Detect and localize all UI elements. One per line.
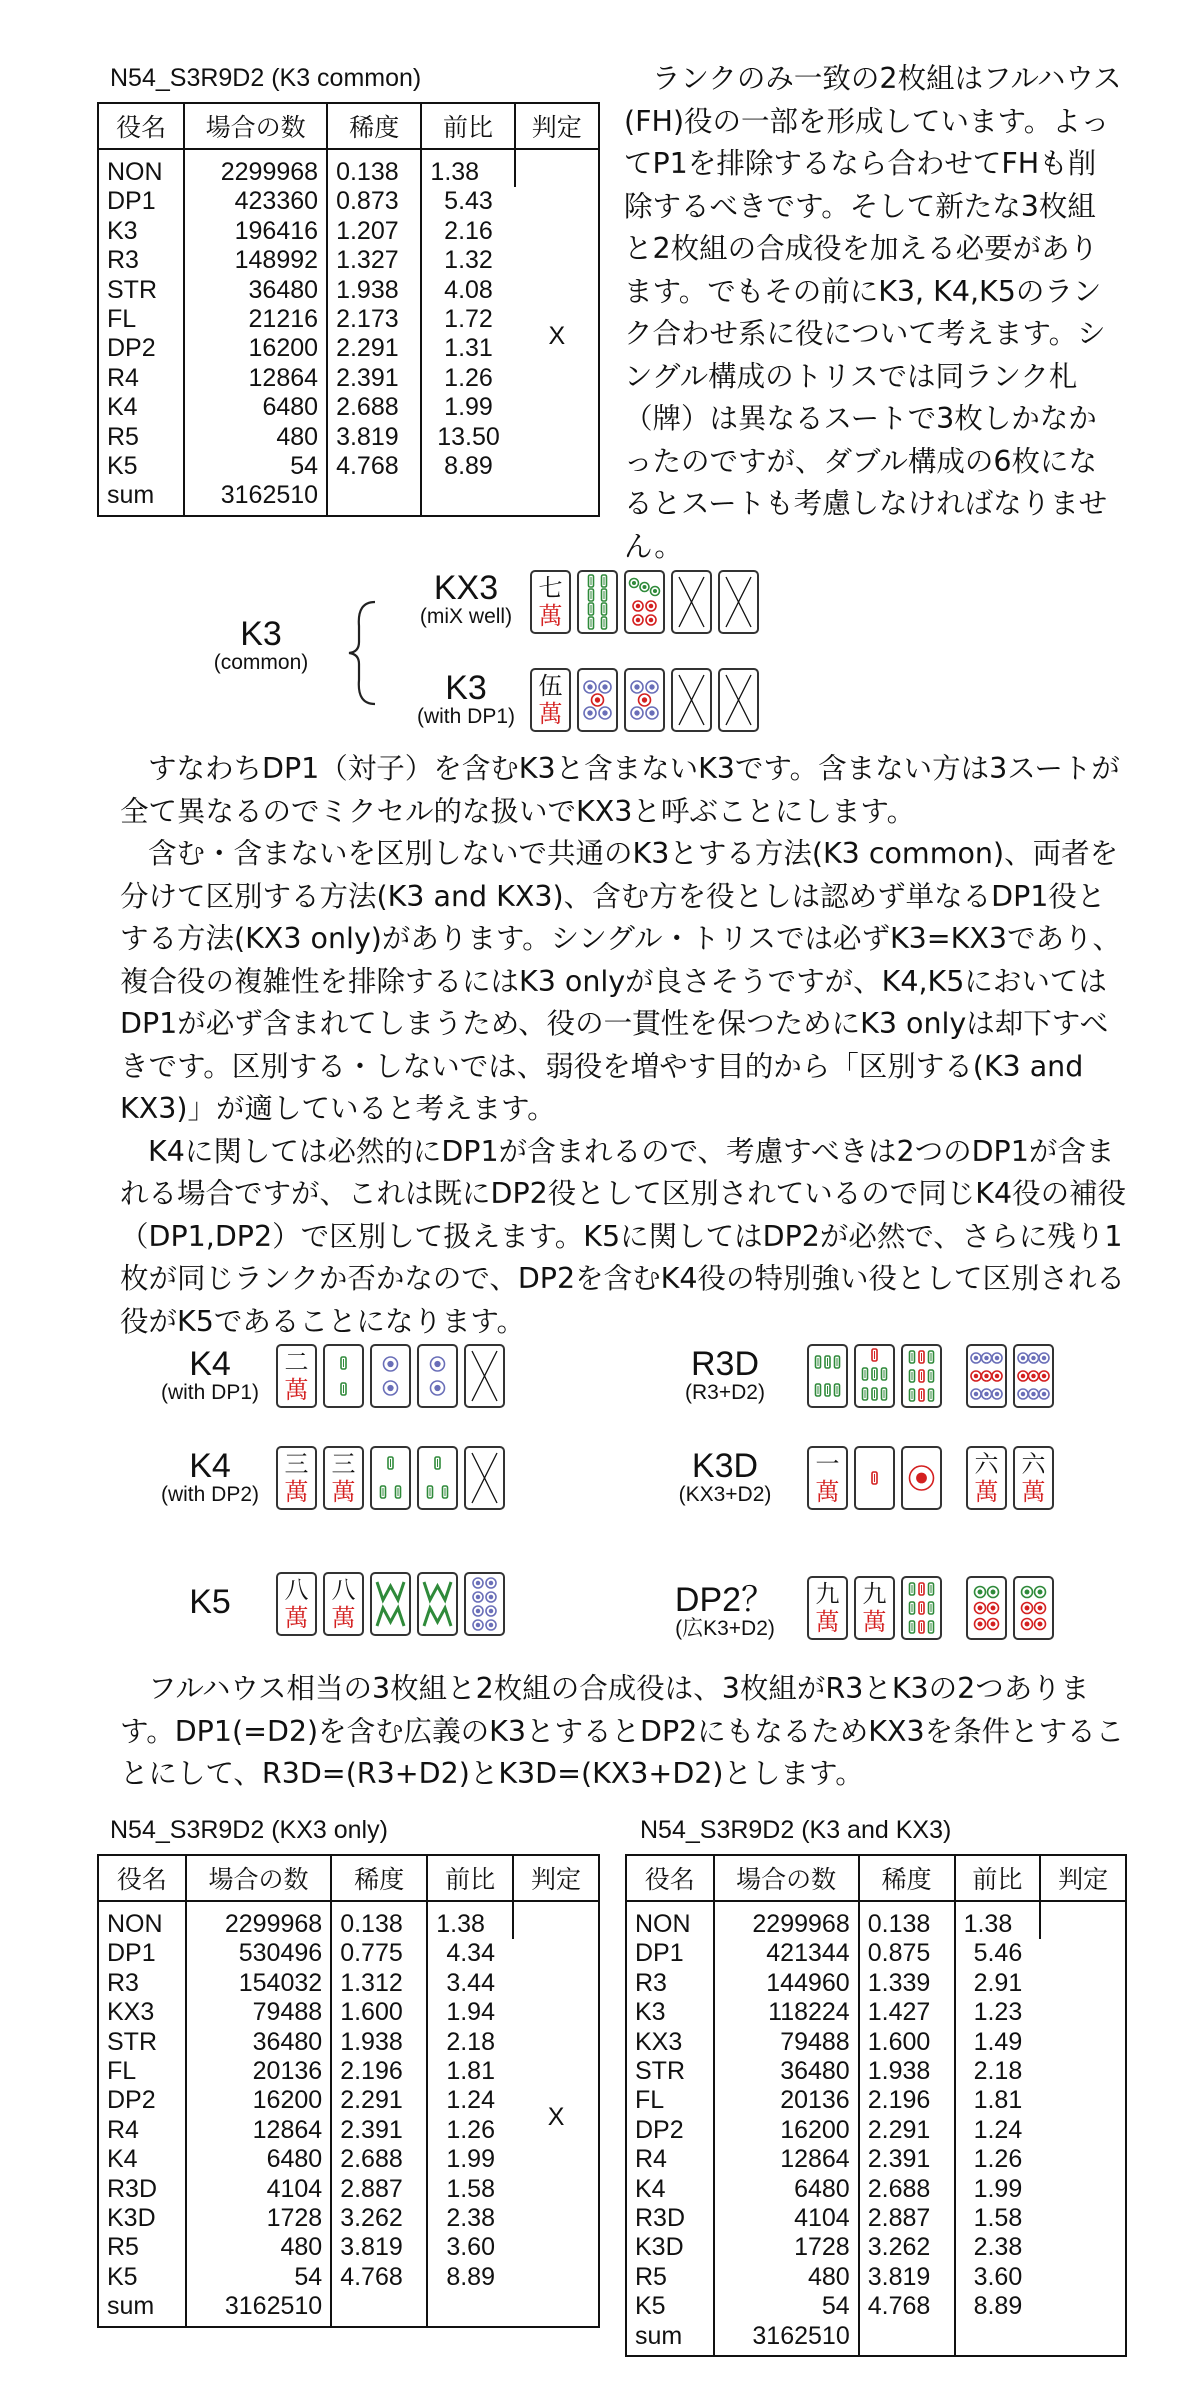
table-k3-common	[97, 102, 600, 517]
table-cell: K4	[626, 2175, 714, 2204]
column-header: 役名	[98, 103, 184, 149]
final-paragraph	[120, 1668, 1130, 1796]
table-k3-and-kx3	[625, 1854, 1127, 2357]
body-paragraphs	[120, 748, 1130, 1343]
tiles-k3-dp1	[530, 668, 765, 732]
table-cell: 2.391	[327, 364, 421, 393]
table-cell: 1.600	[859, 2028, 955, 2057]
table-cell: STR	[98, 276, 184, 305]
tile-3-man-icon: 三 萬	[323, 1446, 364, 1510]
table-cell: 36480	[184, 276, 327, 305]
table-cell: 2.887	[331, 2175, 427, 2204]
table-cell: 20136	[186, 2057, 331, 2086]
table-cell: 196416	[184, 217, 327, 246]
kx3-main: KX3	[433, 569, 499, 607]
table-cell: R4	[98, 2116, 186, 2145]
tile-6-pin-icon	[966, 1576, 1007, 1640]
k3d-label: K3D (KX3+D2)	[678, 1447, 772, 1506]
k3-common-label	[196, 616, 326, 674]
column-header: 前比	[421, 103, 514, 149]
table-cell: 2.18	[973, 2057, 1023, 2086]
tile-crossed-icon	[671, 570, 712, 634]
table-cell: 530496	[186, 1939, 331, 1968]
table-cell: 16200	[184, 334, 327, 363]
table-cell: 423360	[184, 187, 327, 216]
table-cell: 79488	[186, 1998, 331, 2027]
table-cell: sum	[98, 481, 184, 515]
table-cell	[331, 2292, 427, 2326]
table-cell: 1.26	[446, 2115, 495, 2144]
table-cell: R3D	[98, 2175, 186, 2204]
column-header: 稀度	[327, 103, 421, 149]
table-cell: R4	[98, 364, 184, 393]
table-cell: 4104	[186, 2175, 331, 2204]
column-header: 役名	[626, 1855, 714, 1901]
table-cell: 3.60	[446, 2233, 495, 2262]
table-cell: 1.99	[973, 2174, 1023, 2203]
dp2q-label: DP2？ (広K3+D2)	[674, 1581, 776, 1640]
k3-dp1-sub: (with DP1)	[416, 705, 516, 728]
table-cell: sum	[98, 2292, 186, 2326]
intro-text: ランクのみ一致の2枚組はフルハウス(FH)役の一部を形成しています。よってP1を排除するなら合わせてFHも削除するべきです。そして新たな3枚組と2枚組の合成役を加える必要があります。でもその前にK3, K4,K5のランク合わせ系に役について考えます。シングル構成のトリスでは同ランク札（牌）は異なるスートで3枚しかなかったのですが、ダブル構成の6枚になるとスートも考慮しなければなりません。	[624, 62, 1122, 563]
table-cell: 2.16	[444, 216, 493, 245]
table-cell: 12864	[714, 2145, 859, 2174]
tile-8-pin-icon	[464, 1572, 505, 1636]
table-cell: 3.819	[859, 2263, 955, 2292]
column-header: 前比	[427, 1855, 513, 1901]
table-common-caption: N54_S3R9D2 (K3 common)	[110, 64, 422, 92]
table-cell: K5	[98, 452, 184, 481]
tile-8-man-icon: 八 萬	[276, 1572, 317, 1636]
table-cell: 3.819	[331, 2233, 427, 2262]
tile-7-pin-icon	[624, 570, 665, 634]
table-cell: 3162510	[184, 481, 327, 515]
table-cell: 6480	[184, 393, 327, 422]
brace-icon	[345, 598, 385, 708]
tiles-k4-dp2	[276, 1446, 511, 1510]
table-cell: 1.94	[446, 1998, 495, 2027]
table-cell: DP2	[626, 2116, 714, 2145]
table-cell: 4104	[714, 2204, 859, 2233]
table-cell: NON	[98, 1901, 186, 1939]
tile-7-sou-icon	[854, 1344, 895, 1408]
table-cell: 0.875	[859, 1939, 955, 1968]
table-cell: FL	[626, 2086, 714, 2115]
table-cell: 6480	[186, 2145, 331, 2174]
tile-5-pin-icon	[624, 668, 665, 732]
table-cell: 1.427	[859, 1998, 955, 2027]
table-cell: 16200	[714, 2116, 859, 2145]
table-cell: 2.173	[327, 305, 421, 334]
tile-1-pin-icon	[901, 1446, 942, 1510]
paragraph-1: すなわちDP1（対子）を含むK3と含まないK3です。含まない方は3スートが全て異なるのでミクセル的な扱いでKX3と呼ぶことにします。	[120, 752, 1120, 828]
tile-9-pin-icon	[966, 1344, 1007, 1408]
table-cell: R3	[98, 1969, 186, 1998]
verdict-cell	[1040, 1901, 1126, 2356]
table-cell: 4.768	[859, 2292, 955, 2321]
table-cell: R5	[98, 2233, 186, 2262]
column-header: 稀度	[331, 1855, 427, 1901]
tile-2-man-icon: 二 萬	[276, 1344, 317, 1408]
table-row	[626, 1901, 1126, 1939]
column-header: 判定	[515, 103, 599, 149]
table-cell: 8.89	[973, 2292, 1023, 2321]
k5-label: K5	[189, 1583, 231, 1621]
table-cell: 3.262	[331, 2204, 427, 2233]
table-cell: R4	[626, 2145, 714, 2174]
table-cell: 6480	[714, 2175, 859, 2204]
table-cell: 1.72	[444, 305, 493, 334]
table-cell: DP2	[98, 2086, 186, 2115]
column-header: 場合の数	[184, 103, 327, 149]
tile-crossed-icon	[464, 1344, 505, 1408]
tiles-k4-dp1	[276, 1344, 511, 1408]
table-cell: 16200	[186, 2086, 331, 2115]
table-k3kx3-caption: N54_S3R9D2 (K3 and KX3)	[640, 1816, 952, 1844]
tile-1-sou-icon	[854, 1446, 895, 1510]
table-cell: 54	[186, 2263, 331, 2292]
table-cell: 54	[714, 2292, 859, 2321]
table-cell: 1.207	[327, 217, 421, 246]
table-cell: 54	[184, 452, 327, 481]
table-cell: 1.938	[859, 2057, 955, 2086]
table-cell: 2.196	[331, 2057, 427, 2086]
table-row	[98, 149, 599, 187]
table-kx3-only	[97, 1854, 600, 2328]
column-header: 場合の数	[714, 1855, 859, 1901]
table-cell: 5.46	[973, 1939, 1023, 1968]
table-cell: 2.291	[331, 2086, 427, 2115]
tile-1-man-icon: 一 萬	[807, 1446, 848, 1510]
table-cell: K5	[626, 2292, 714, 2321]
tile-crossed-icon	[718, 668, 759, 732]
table-cell: 480	[714, 2263, 859, 2292]
table-cell: 1.49	[973, 2027, 1023, 2056]
table-cell: 4.08	[444, 275, 493, 304]
table-cell: 144960	[714, 1969, 859, 1998]
table-cell: 2.688	[331, 2145, 427, 2174]
tile-8-sou-icon	[417, 1572, 458, 1636]
tile-8-man-icon: 八 萬	[323, 1572, 364, 1636]
table-cell: 2.291	[859, 2116, 955, 2145]
table-cell: 2.391	[331, 2116, 427, 2145]
tiles-kx3	[530, 570, 765, 634]
table-cell: 1.26	[973, 2145, 1023, 2174]
table-cell: 1.58	[973, 2204, 1023, 2233]
table-cell: 1.81	[446, 2057, 495, 2086]
table-cell: 1.58	[446, 2174, 495, 2203]
table-cell: 2.688	[327, 393, 421, 422]
table-cell: FL	[98, 2057, 186, 2086]
k3-dp1-main: K3	[445, 669, 487, 707]
table-cell: K3D	[626, 2233, 714, 2262]
table-cell: 2.391	[859, 2145, 955, 2174]
intro-paragraph	[624, 58, 1124, 568]
table-cell: R5	[98, 423, 184, 452]
table-cell: 1.24	[973, 2115, 1023, 2144]
table-cell: DP2	[98, 334, 184, 363]
tile-3-sou-icon	[417, 1446, 458, 1510]
table-cell: 1.81	[973, 2086, 1023, 2115]
table-cell: 1.38	[421, 149, 514, 187]
table-cell: 1.38	[955, 1901, 1041, 1939]
k3-main: K3	[240, 615, 282, 653]
table-cell: 1.339	[859, 1969, 955, 1998]
column-header: 判定	[513, 1855, 599, 1901]
table-cell: KX3	[98, 1998, 186, 2027]
table-cell: STR	[98, 2028, 186, 2057]
table-cell: K4	[98, 393, 184, 422]
table-cell: 20136	[714, 2086, 859, 2115]
tile-8-sou-icon	[370, 1572, 411, 1636]
table-cell: 2299968	[714, 1901, 859, 1939]
table-cell: K3	[98, 217, 184, 246]
table-cell: 0.138	[859, 1901, 955, 1939]
tile-9-sou-icon	[901, 1344, 942, 1408]
table-cell: 1.938	[331, 2028, 427, 2057]
column-header: 前比	[955, 1855, 1041, 1901]
tile-9-sou-icon	[901, 1576, 942, 1640]
tile-3-man-icon: 三 萬	[276, 1446, 317, 1510]
column-header: 場合の数	[186, 1855, 331, 1901]
table-cell: 1.600	[331, 1998, 427, 2027]
tile-6-sou-icon	[807, 1344, 848, 1408]
table-cell: 36480	[186, 2028, 331, 2057]
table-cell: sum	[626, 2322, 714, 2356]
table-cell: 2.91	[973, 1968, 1023, 1997]
tile-crossed-icon	[718, 570, 759, 634]
table-cell: 13.50	[437, 422, 500, 451]
table-cell: K4	[98, 2145, 186, 2174]
table-cell: 1728	[714, 2233, 859, 2262]
table-cell	[955, 2322, 1041, 2356]
table-kx3only-caption: N54_S3R9D2 (KX3 only)	[110, 1816, 388, 1844]
column-header: 稀度	[859, 1855, 955, 1901]
table-cell: 2.291	[327, 334, 421, 363]
table-cell: 148992	[184, 246, 327, 275]
table-cell: 1.32	[444, 246, 493, 275]
table-cell: 154032	[186, 1969, 331, 1998]
tiles-r3d	[807, 1344, 1060, 1408]
table-cell: 118224	[714, 1998, 859, 2027]
table-cell: 0.775	[331, 1939, 427, 1968]
k4-dp2-label: K4 (with DP2)	[160, 1447, 260, 1506]
table-cell: 79488	[714, 2028, 859, 2057]
table-cell: 1.23	[973, 1998, 1023, 2027]
table-cell: DP1	[98, 1939, 186, 1968]
table-cell: 1.99	[444, 393, 493, 422]
table-cell	[427, 2292, 513, 2326]
tile-6-pin-icon	[1013, 1576, 1054, 1640]
table-cell: K5	[98, 2263, 186, 2292]
table-cell: 3162510	[714, 2322, 859, 2356]
column-header: 役名	[98, 1855, 186, 1901]
table-cell: 4.34	[446, 1939, 495, 1968]
tiles-k5	[276, 1572, 511, 1636]
table-cell: 2.38	[446, 2204, 495, 2233]
table-cell: 2299968	[186, 1901, 331, 1939]
table-cell: 1728	[186, 2204, 331, 2233]
table-cell: R3D	[626, 2204, 714, 2233]
k3-main-sub: (common)	[213, 651, 309, 674]
table-cell: 1.99	[446, 2145, 495, 2174]
final-text: フルハウス相当の3枚組と2枚組の合成役は、3枚組がR3とK3の2つあります。DP1(=D2)を含む広義のK3とするとDP2にもなるためKX3を条件とすることにして、R3D=(R3+D2)とK3D=(KX3+D2)とします。	[120, 1672, 1125, 1790]
table-cell: 480	[186, 2233, 331, 2262]
table-cell: DP1	[98, 187, 184, 216]
table-cell	[327, 481, 421, 515]
table-cell: 480	[184, 423, 327, 452]
column-header: 判定	[1040, 1855, 1126, 1901]
tiles-dp2q	[807, 1576, 1060, 1640]
verdict-cell: X	[547, 2103, 565, 2132]
table-cell: 3.262	[859, 2233, 955, 2262]
table-row	[98, 1901, 599, 1939]
k4-dp1-label: K4 (with DP1)	[160, 1345, 260, 1404]
tile-2-pin-icon	[417, 1344, 458, 1408]
table-cell: 3162510	[186, 2292, 331, 2326]
table-cell: 2.196	[859, 2086, 955, 2115]
table-cell: 4.768	[331, 2263, 427, 2292]
table-cell: 0.873	[327, 187, 421, 216]
table-cell: 8.89	[444, 452, 493, 481]
table-cell: 0.138	[331, 1901, 427, 1939]
tile-crossed-icon	[464, 1446, 505, 1510]
table-cell: 1.38	[427, 1901, 513, 1939]
r3d-label: R3D (R3+D2)	[685, 1345, 765, 1404]
table-cell: 0.138	[327, 149, 421, 187]
table-cell: 2.887	[859, 2204, 955, 2233]
table-cell: 2299968	[184, 149, 327, 187]
table-cell: 8.89	[446, 2262, 495, 2291]
kx3-label	[396, 570, 536, 628]
tile-9-pin-icon	[1013, 1344, 1054, 1408]
tile-5-pin-icon	[577, 668, 618, 732]
tile-5-man-icon: 伍 萬	[530, 668, 571, 732]
table-cell	[421, 481, 514, 515]
table-cell	[859, 2322, 955, 2356]
k3-dp1-label	[396, 670, 536, 728]
table-cell: 1.31	[444, 334, 493, 363]
tile-2-pin-icon	[370, 1344, 411, 1408]
tile-2-sou-icon	[323, 1344, 364, 1408]
tile-9-man-icon: 九 萬	[854, 1576, 895, 1640]
table-cell: R5	[626, 2263, 714, 2292]
table-cell: NON	[98, 149, 184, 187]
table-cell: 1.26	[444, 363, 493, 392]
tile-3-sou-icon	[370, 1446, 411, 1510]
tile-6-man-icon: 六 萬	[1013, 1446, 1054, 1510]
table-cell: 2.18	[446, 2027, 495, 2056]
table-cell: R3	[626, 1969, 714, 1998]
table-cell: 36480	[714, 2057, 859, 2086]
table-cell: 421344	[714, 1939, 859, 1968]
table-cell: K3D	[98, 2204, 186, 2233]
table-cell: 3.819	[327, 423, 421, 452]
tile-9-man-icon: 九 萬	[807, 1576, 848, 1640]
table-cell: 1.938	[327, 276, 421, 305]
table-cell: 2.688	[859, 2175, 955, 2204]
table-cell: 3.44	[446, 1968, 495, 1997]
table-cell: 2.38	[973, 2233, 1023, 2262]
table-cell: NON	[626, 1901, 714, 1939]
verdict-cell: X	[548, 321, 566, 350]
table-cell: 1.24	[446, 2086, 495, 2115]
table-cell: K3	[626, 1998, 714, 2027]
table-cell: KX3	[626, 2028, 714, 2057]
table-cell: DP1	[626, 1939, 714, 1968]
table-cell: 1.312	[331, 1969, 427, 1998]
table-cell: 21216	[184, 305, 327, 334]
tile-6-man-icon: 六 萬	[966, 1446, 1007, 1510]
table-cell: STR	[626, 2057, 714, 2086]
kx3-sub: (miX well)	[419, 605, 513, 628]
table-cell: 3.60	[973, 2262, 1023, 2291]
tiles-k3d	[807, 1446, 1060, 1510]
table-cell: FL	[98, 305, 184, 334]
table-cell: 12864	[186, 2116, 331, 2145]
table-cell: R3	[98, 246, 184, 275]
table-cell: 4.768	[327, 452, 421, 481]
tile-8-sou-icon	[577, 570, 618, 634]
tile-7-man-icon: 七 萬	[530, 570, 571, 634]
paragraph-3: K4に関しては必然的にDP1が含まれるので、考慮すべきは2つのDP1が含まれる場合ですが、これは既にDP2役として区別されているので同じK4役の補役（DP1,DP2）で区別して扱えます。K5に関してはDP2が必然で、さらに残り1枚が同じランクか否かなので、DP2を含むK4役の特別強い役として区別される役がK5であることになります。	[120, 1134, 1127, 1338]
table-cell: 1.327	[327, 246, 421, 275]
table-cell: 12864	[184, 364, 327, 393]
table-cell: 5.43	[444, 187, 493, 216]
tile-crossed-icon	[671, 668, 712, 732]
paragraph-2: 含む・含まないを区別しないで共通のK3とする方法(K3 common)、両者を分けて区別する方法(K3 and KX3)、含む方を役としは認めず単なるDP1役とする方法(KX3 only)があります。シングル・トリスでは必ずK3=KX3であり、複合役の複雑性を排除するにはK3 onlyが良さそうですが、K4,K5においてはDP1が必ず含まれてしまうため、役の一貫性を保つためにK3 onlyは却下すべきです。区別する・しないでは、弱役を増やす目的から「区別する(K3 and KX3)」が適していると考えます。	[120, 837, 1121, 1125]
